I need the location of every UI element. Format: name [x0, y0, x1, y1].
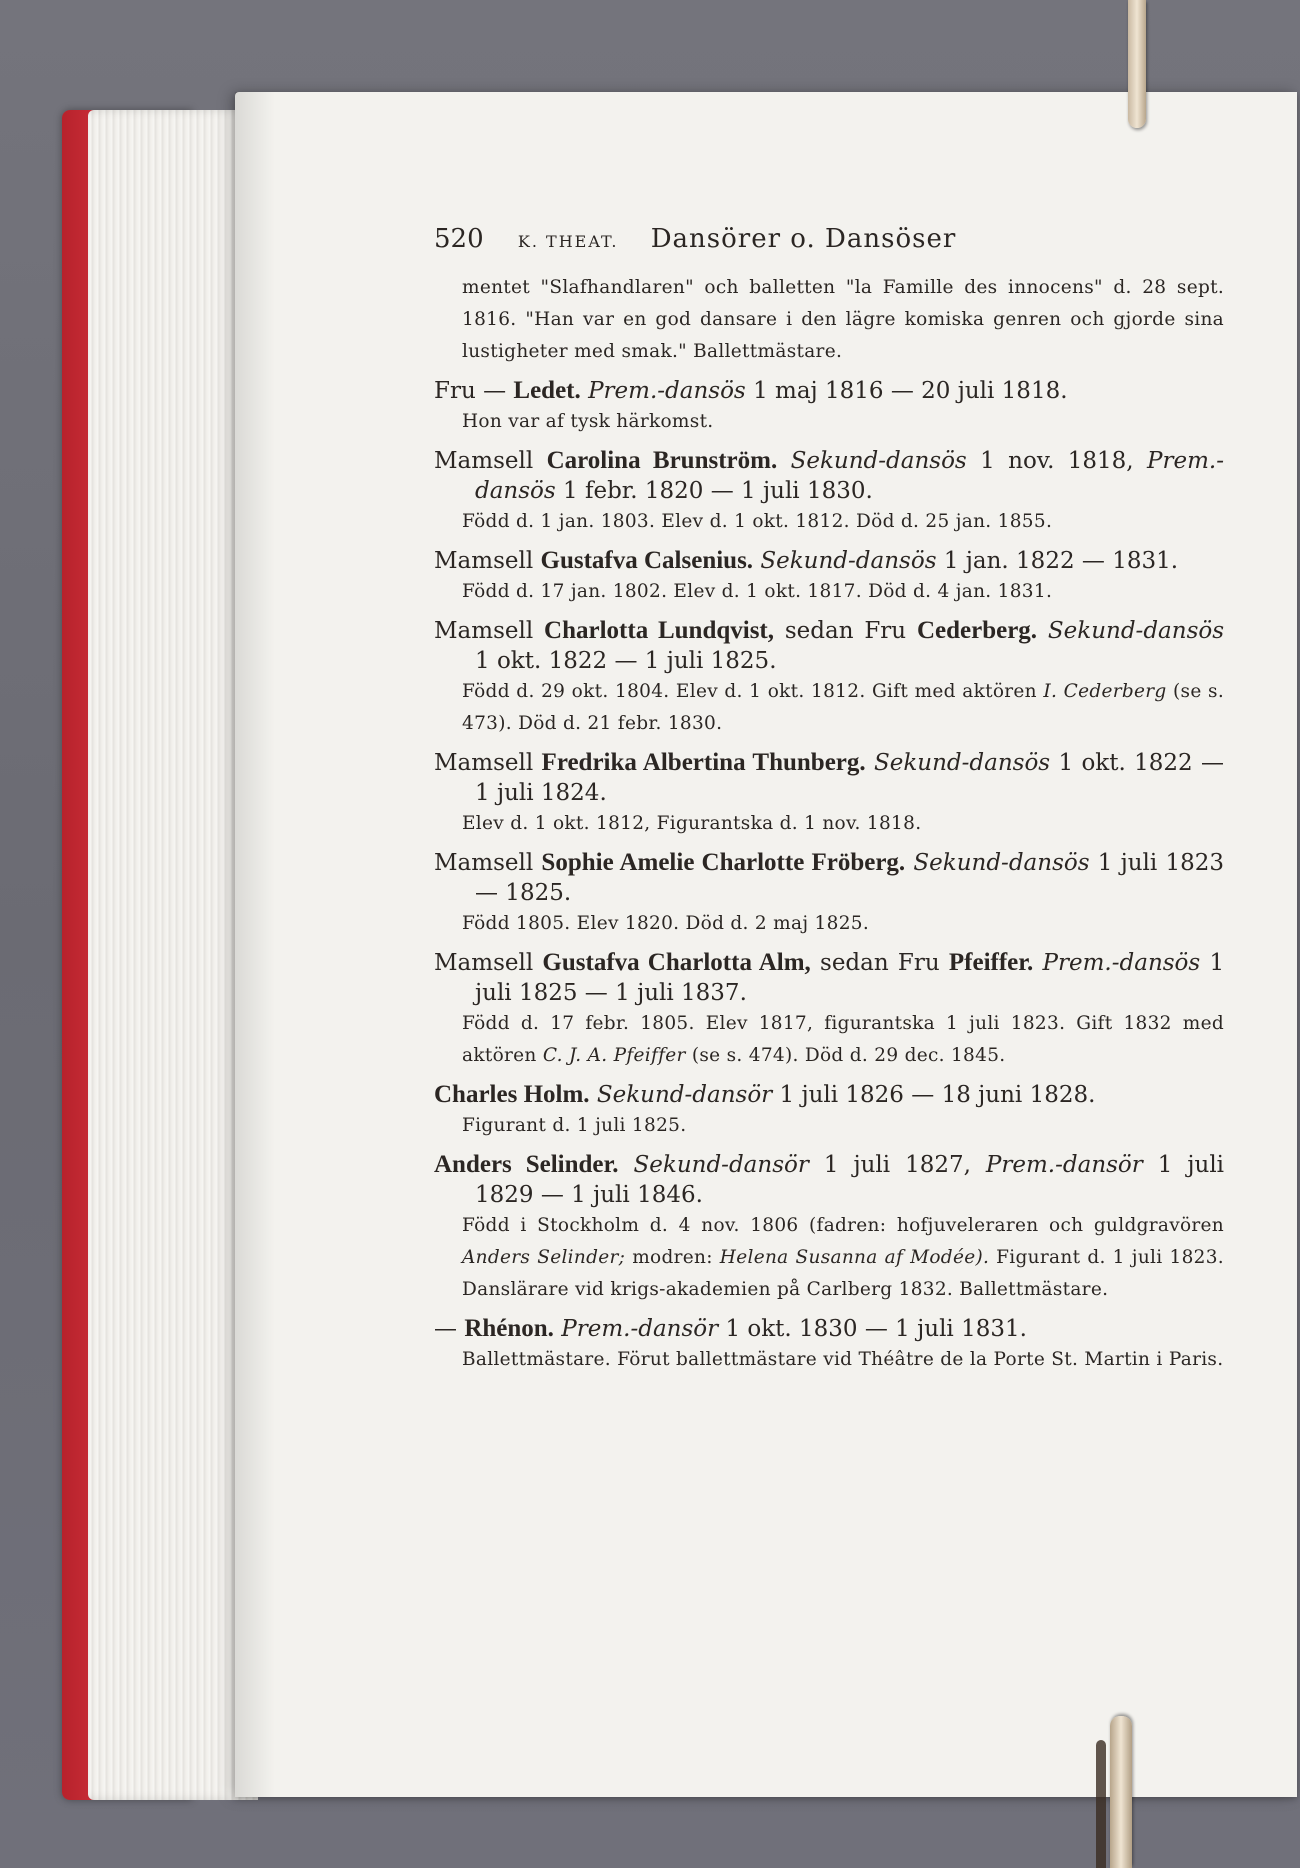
entry-note: Hon var af tysk härkomst.	[462, 411, 714, 432]
entry-note-part: Född i Stockholm d. 4 nov. 1806 (fadren: hofjuveleraren och guldgravören	[462, 1215, 1224, 1236]
entry-role: Sekund-dansör	[633, 1152, 809, 1178]
entry-prefix: Mamsell	[434, 548, 534, 574]
entry-note: Elev d. 1 okt. 1812, Figurantska d. 1 nov. 1818.	[462, 813, 922, 834]
entry-alm	[434, 948, 1224, 1072]
entry-heading	[434, 376, 1224, 406]
entry-note-part: Figurant d. 1 juli 1823. Danslärare vid krigs-akademien på Carlberg 1832. Ballettmästare.	[462, 1247, 1224, 1300]
entry-note	[434, 676, 1224, 740]
entry-name-2: Pfeiffer.	[948, 949, 1034, 976]
entry-dates-2: 1 febr. 1820 — 1 juli 1830.	[563, 478, 873, 504]
entry-note-italic-2: Helena Susanna af Modée).	[719, 1247, 990, 1268]
entry-role: Sekund-dansör	[596, 1082, 773, 1108]
entry-note: Född d. 1 jan. 1803. Elev d. 1 okt. 1812. Död d. 25 jan. 1855.	[462, 511, 1053, 532]
entry-married-name-label: sedan Fru	[820, 950, 940, 976]
entry-heading	[434, 616, 1224, 676]
entry-note: Ballettmästare. Förut ballettmästare vid Théâtre de la Porte St. Martin i Paris.	[462, 1349, 1224, 1370]
entry-role: Prem.-dansös	[588, 378, 746, 404]
entry-heading	[434, 1314, 1224, 1344]
entry-froberg	[434, 848, 1224, 940]
entry-heading	[434, 748, 1224, 808]
page-clip-bottom	[1110, 1716, 1132, 1868]
entry-married-name-label: sedan Fru	[784, 618, 907, 644]
entry-role-2: Prem.-dansör	[985, 1152, 1143, 1178]
entry-note-part: Född d. 17 febr. 1805. Elev 1817, figurantska 1 juli 1823. Gift 1832 med aktören	[462, 1013, 1224, 1066]
entry-heading	[434, 848, 1224, 908]
entry-role: Prem.-dansös	[1042, 950, 1201, 976]
running-head-section: K. THEAT.	[517, 232, 619, 251]
entry-dates: 1 okt. 1822 — 1 juli 1825.	[475, 648, 777, 674]
entry-note-part: (se s. 474). Död d. 29 dec. 1845.	[691, 1045, 1006, 1066]
entry-note	[434, 1210, 1224, 1306]
entry-heading	[434, 446, 1224, 506]
entry-note: Född d. 17 jan. 1802. Elev d. 1 okt. 1817. Död d. 4 jan. 1831.	[462, 581, 1053, 602]
entry-prefix: Mamsell	[434, 750, 534, 776]
entry-heading	[434, 1150, 1224, 1210]
entry-name: Carolina Brunström.	[546, 447, 778, 474]
entry-dates: 1 okt. 1822 — 1 juli 1824.	[475, 750, 1224, 806]
entry-prefix: Mamsell	[434, 448, 534, 474]
entry-heading	[434, 546, 1224, 576]
page-clip-bottom-shadow	[1096, 1740, 1106, 1868]
entry-role: Sekund-dansös	[760, 548, 937, 574]
entry-name: Sophie Amelie Charlotte Fröberg.	[541, 849, 906, 876]
entry-note-part: (se s. 473). Död d. 21 febr. 1830.	[462, 681, 1225, 734]
entry-lundqvist	[434, 616, 1224, 740]
page-number: 520	[434, 224, 484, 254]
entry-role: Sekund-dansös	[873, 750, 1051, 776]
entry-note	[434, 1008, 1224, 1072]
entry-rhenon	[434, 1314, 1224, 1376]
entry-name-2: Cederberg.	[916, 617, 1038, 644]
entry-name: Rhénon.	[464, 1315, 554, 1342]
entry-ledet	[434, 376, 1224, 438]
page-stack-edge	[88, 110, 258, 1800]
entry-role: Prem.-dansör	[561, 1316, 719, 1342]
entry-thunberg	[434, 748, 1224, 840]
entry-dates: 1 juli 1827,	[823, 1152, 971, 1178]
page-gutter-shadow	[235, 92, 275, 1797]
entry-brunstrom	[434, 446, 1224, 538]
entry-role: Sekund-dansös	[913, 850, 1090, 876]
entry-note-part: modren:	[632, 1247, 713, 1268]
entry-note: Figurant d. 1 juli 1825.	[462, 1115, 687, 1136]
entry-name: Fredrika Albertina Thunberg.	[541, 749, 866, 776]
entry-note-italic: Anders Selinder;	[462, 1247, 626, 1268]
entry-prefix: Mamsell	[434, 950, 534, 976]
entry-note-part: Född d. 29 okt. 1804. Elev d. 1 okt. 1812. Gift med aktören	[462, 681, 1037, 702]
entry-role-2: Prem.-dansös	[475, 448, 1224, 504]
entry-dates: 1 nov. 1818,	[980, 448, 1134, 474]
entry-dates: 1 juli 1825 — 1 juli 1837.	[475, 950, 1225, 1006]
running-head	[434, 222, 1224, 256]
entry-role: Sekund-dansös	[790, 448, 967, 474]
entry-selinder	[434, 1150, 1224, 1306]
entry-note: Född 1805. Elev 1820. Död d. 2 maj 1825.	[462, 913, 870, 934]
entry-name: Charlotta Lundqvist,	[544, 617, 775, 644]
running-head-title: Dansörer o. Dansöser	[650, 224, 957, 254]
entry-dates: 1 jan. 1822 — 1831.	[943, 548, 1179, 574]
continuation-text: mentet "Slafhandlaren" och balletten "la Famille des innocens" d. 28 sept. 1816. "Han var en god dansare i den lägre komiska genren och gjorde sina lustigheter med smak." Ballettmästare.	[462, 277, 1224, 362]
entry-name: Gustafva Calsenius.	[540, 547, 754, 574]
entry-calsenius	[434, 546, 1224, 608]
entry-heading	[434, 948, 1224, 1008]
entry-name: Gustafva Charlotta Alm,	[542, 949, 811, 976]
page-clip-top	[1128, 0, 1146, 128]
entry-dates-2: 1 juli 1829 — 1 juli 1846.	[475, 1152, 1225, 1208]
entry-dates: 1 juli 1823 — 1825.	[475, 850, 1224, 906]
entry-note-italic: I. Cederberg	[1043, 681, 1167, 702]
entry-holm	[434, 1080, 1224, 1142]
entry-prefix: Fru —	[434, 378, 507, 404]
entry-dates: 1 maj 1816 — 20 juli 1818.	[753, 378, 1068, 404]
entry-name: Ledet.	[513, 377, 581, 404]
entry-role: Sekund-dansös	[1047, 618, 1225, 644]
entry-dates: 1 okt. 1830 — 1 juli 1831.	[725, 1316, 1027, 1342]
entry-heading	[434, 1080, 1224, 1110]
page-content	[434, 222, 1224, 1376]
entry-name: Charles Holm.	[434, 1081, 590, 1108]
entry-prefix: Mamsell	[434, 850, 534, 876]
entry-name: Anders Selinder.	[434, 1151, 619, 1178]
entry-prefix: —	[434, 1316, 457, 1342]
entry-note-italic: C. J. A. Pfeiffer	[542, 1045, 686, 1066]
entry-prefix: Mamsell	[434, 618, 534, 644]
entry-dates: 1 juli 1826 — 18 juni 1828.	[779, 1082, 1096, 1108]
